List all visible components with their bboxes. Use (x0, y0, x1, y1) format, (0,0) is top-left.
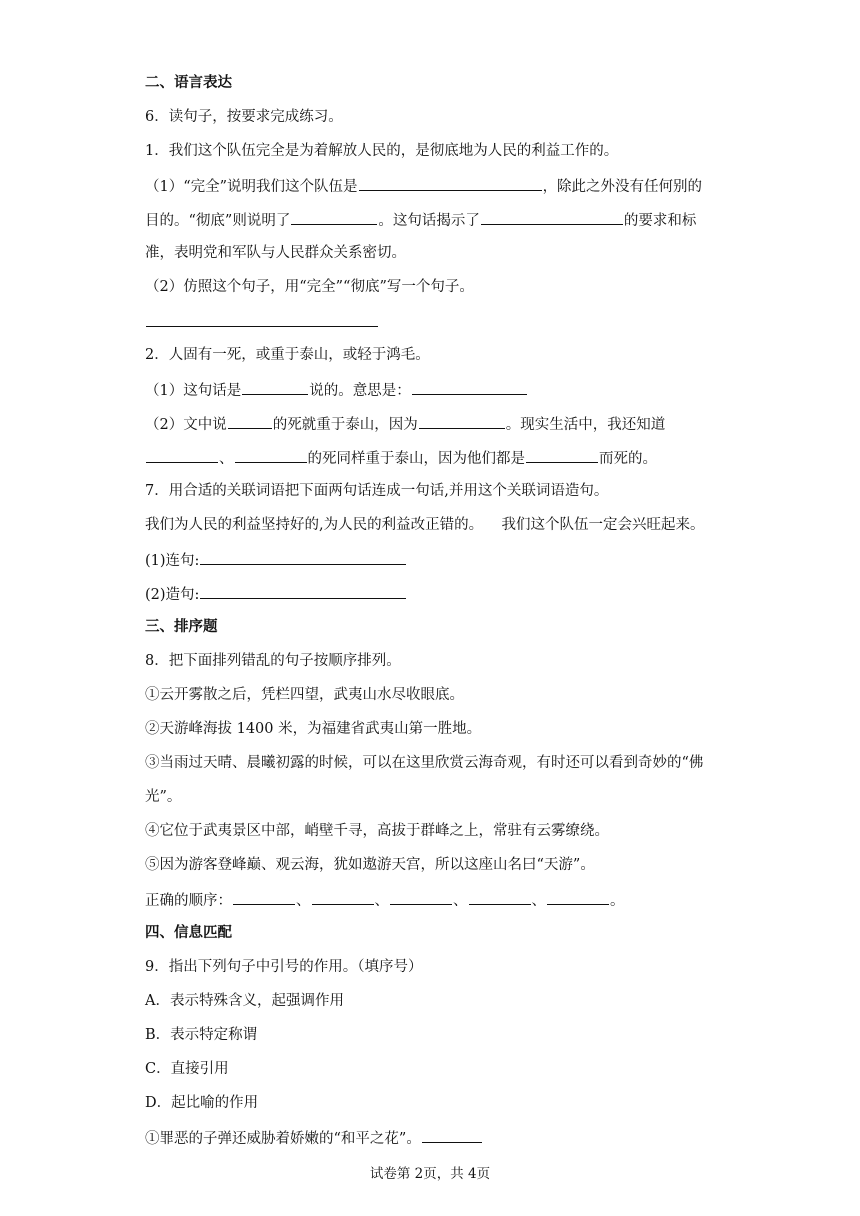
q6-part1-line2 (145, 209, 696, 231)
answer-blank[interactable] (359, 175, 542, 191)
q7-answer-2 (145, 583, 407, 605)
q8-item-5: ⑤因为游客登峰巅、观云海，犹如遨游天宫，所以这座山名曰“天游”。 (145, 857, 595, 873)
answer-blank[interactable] (242, 379, 308, 395)
answer-blank[interactable] (419, 413, 505, 429)
text: 而死的。 (599, 451, 657, 467)
text: 。 (610, 893, 625, 909)
q8-order-answer (145, 889, 625, 911)
q8-item-4: ④它位于武夷景区中部，峭壁千寻，高拔于群峰之上，常驻有云雾缭绕。 (145, 823, 609, 839)
text: 的死同样重于泰山，因为他们都是 (307, 451, 525, 467)
text: 、 (453, 893, 468, 909)
answer-blank[interactable] (412, 379, 527, 395)
q9-option-c: C．直接引用 (145, 1061, 229, 1077)
answer-blank[interactable] (146, 447, 218, 463)
page-footer: 试卷第 2页，共 4页 (369, 1166, 491, 1182)
answer-blank[interactable] (200, 583, 406, 599)
q6-stem: 6．读句子，按要求完成练习。 (145, 109, 343, 125)
text: （1）这句话是 (145, 383, 242, 399)
q6-sentence-2: 2．人固有一死，或重于泰山，或轻于鸿毛。 (145, 347, 430, 363)
answer-blank[interactable] (547, 889, 609, 905)
answer-blank[interactable] (312, 889, 374, 905)
q6-part4-line2 (145, 447, 657, 469)
answer-blank[interactable] (469, 889, 531, 905)
section-heading-matching: 四、信息匹配 (145, 925, 232, 941)
text: ，除此之外没有任何别的 (542, 179, 703, 195)
text: 的死就重于泰山，因为 (272, 417, 418, 433)
q7-stem: 7．用合适的关联词语把下面两句话连成一句话,并用这个关联词语造句。 (145, 483, 609, 499)
q6-part4-line1 (145, 413, 665, 435)
q6-part1-line3: 准，表明党和军队与人民群众关系密切。 (145, 245, 406, 261)
text: 、 (374, 893, 389, 909)
q8-item-1: ①云开雾散之后，凭栏四望，武夷山水尽收眼底。 (145, 687, 464, 703)
q8-item-3-cont: 光”。 (145, 789, 182, 805)
q6-sentence-1: 1．我们这个队伍完全是为着解放人民的，是彻底地为人民的利益工作的。 (145, 143, 619, 159)
answer-blank[interactable] (233, 889, 295, 905)
q6-part2: （2）仿照这个句子，用“完全”“彻底”写一个句子。 (145, 279, 474, 295)
answer-blank[interactable] (146, 311, 378, 327)
q8-stem: 8．把下面排列错乱的句子按顺序排列。 (145, 653, 401, 669)
text: 、 (531, 893, 546, 909)
text: (1)连句: (145, 553, 200, 569)
text: 。现实生活中，我还知道 (505, 417, 666, 433)
q9-option-a: A．表示特殊含义，起强调作用 (145, 993, 344, 1009)
answer-blank[interactable] (390, 889, 452, 905)
text: (2)造句: (145, 587, 200, 603)
answer-blank[interactable] (291, 209, 377, 225)
text: 、 (219, 451, 234, 467)
answer-blank[interactable] (422, 1127, 482, 1143)
answer-blank[interactable] (200, 549, 406, 565)
answer-blank[interactable] (526, 447, 598, 463)
q6-part1-line1 (145, 175, 702, 197)
q8-item-3: ③当雨过天晴、晨曦初露的时候，可以在这里欣赏云海奇观，有时还可以看到奇妙的“佛 (145, 755, 704, 771)
q9-item-1 (145, 1127, 483, 1149)
text: （2）文中说 (145, 417, 227, 433)
q6-part3 (145, 379, 528, 401)
text: 说的。意思是： (309, 383, 411, 399)
q9-stem: 9．指出下列句子中引号的作用。（填序号） (145, 959, 423, 975)
answer-blank[interactable] (235, 447, 307, 463)
text: 的要求和标 (623, 213, 697, 229)
text: 正确的顺序： (145, 893, 232, 909)
q7-sentences: 我们为人民的利益坚持好的,为人民的利益改正错的。 我们这个队伍一定会兴旺起来。 (145, 517, 705, 533)
text: 。这句话揭示了 (378, 213, 480, 229)
section-heading-ordering: 三、排序题 (145, 619, 218, 635)
text: ①罪恶的子弹还威胁着娇嫩的“和平之花”。 (145, 1131, 421, 1147)
answer-blank[interactable] (481, 209, 623, 225)
q9-option-d: D．起比喻的作用 (145, 1095, 259, 1111)
text: （1）“完全”说明我们这个队伍是 (145, 179, 358, 195)
text: 、 (296, 893, 311, 909)
q7-answer-1 (145, 549, 407, 571)
answer-blank[interactable] (228, 413, 272, 429)
section-heading-language: 二、语言表达 (145, 75, 232, 91)
q6-part2-answer-line (145, 311, 379, 333)
q9-option-b: B．表示特定称谓 (145, 1027, 258, 1043)
text: 目的。“彻底”则说明了 (145, 213, 291, 229)
q8-item-2: ②天游峰海拔 1400 米，为福建省武夷山第一胜地。 (145, 721, 482, 737)
